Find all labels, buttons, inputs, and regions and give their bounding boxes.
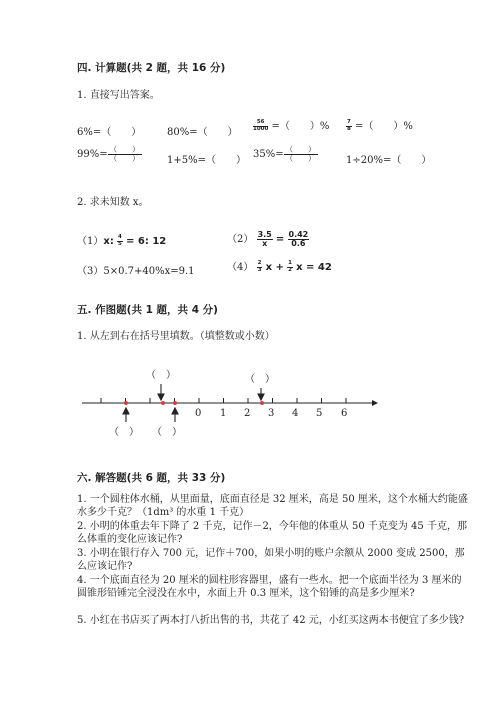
fraction-1-2: $\frac{1}{2}$ [288,260,292,273]
fraction-4-5: $\frac{4}{5}$ [118,234,122,247]
up-arrow-icon [172,408,178,422]
tick-label: 0 [195,408,202,419]
equation-4: （4） $\frac{2}{3}$ x + $\frac{1}{2}$ x = 42 [227,260,332,273]
marked-point [260,401,264,405]
problem-5: 5. 小红在书店买了两本打八折出售的书，共花了 42 元，小红买这两本书便宜了多少钱? [77,615,465,626]
tick-label: 3 [268,408,275,419]
calc-r2c3: 35%= $\frac{( )}{( )}$ [253,145,316,163]
question-4-2: 2. 求未知数 x。 [77,197,149,208]
calc-r1c1: 6%=（ ） [77,127,142,138]
tick-label: 2 [244,408,251,419]
fraction-3.5-x: $\frac{3.5}{x}$ [257,229,272,248]
answer-paren: （ ） [109,427,139,438]
calc-r1c3: $\frac{56}{1000}$ =（ ）% [253,119,330,132]
problem-4: 4. 一个底面直径为 20 厘米的圆柱形容器里，盛有一些水。把一个底面半径为 3 厘米的圆锥形铅锤完全浸没在水中，水面上升 0.3 厘米，这个铅锤的高是多少厘米? [77,575,462,599]
problem-3: 3. 小明在银行存入 700 元，记作＋700，如果小明的账户余额从 2000 变成 2500，那么应该记作? [77,548,465,572]
calc-r2c2: 1+5%=（ ） [167,155,246,166]
calc-r2c4: 1÷20%=（ ） [346,155,432,166]
up-arrow-icon [123,408,129,422]
calc-r1c2: 80%=（ ） [167,127,238,138]
calc-r2c1: 99%= $\frac{( )}{( )}$ [77,145,140,163]
answer-paren: （ ） [146,370,176,381]
problem-2: 2. 小明的体重去年下降了 2 千克，记作－2，今年他的体重从 50 千克变为 45 千克，那么体重的变化应该记作? [77,521,467,545]
answer-paren: （ ） [152,427,182,438]
problem-1: 1. 一个圆柱体水桶，从里面量，底面直径是 32 厘米，高是 50 厘米，这个水桶大约能盛水多少千克？（1dm³ 的水重 1 千克） [77,494,468,518]
section5-title: 五. 作图题(共 1 题，共 4 分) [77,304,218,316]
blank-fraction: $\frac{( )}{( )}$ [109,145,140,163]
equation-3: （3）5×0.7+40%x=9.1 [77,266,195,277]
question-5-1: 1. 从左到右在括号里填数。（填整数或小数） [77,331,275,342]
calc-r1c4: $\frac{7}{8}$ =（ ）% [347,119,413,132]
tick-label: 5 [316,408,323,419]
tick-label: 1 [220,408,227,419]
section6-title: 六. 解答题(共 6 题，共 33 分) [77,472,226,484]
fraction-0.42-0.6: $\frac{0.42}{0.6}$ [288,229,309,248]
axis-arrow-icon [372,400,378,406]
marked-point [124,401,128,405]
blank-fraction: $\frac{( )}{( )}$ [285,145,316,163]
answer-paren: （ ） [245,374,275,385]
equation-1: （1）x: $\frac{4}{5}$ = 6: 12 [77,234,167,247]
equation-2: （2） $\frac{3.5}{x}$ = $\frac{0.42}{0.6}$ [227,229,309,248]
marked-point [161,401,165,405]
down-arrow-icon [258,388,264,400]
marked-point [173,401,177,405]
section4-title: 四. 计算题(共 2 题，共 16 分) [77,62,226,74]
fraction-7-8: $\frac{7}{8}$ [347,119,351,132]
number-line-figure [0,360,500,450]
down-arrow-icon [158,384,164,400]
question-4-1: 1. 直接写出答案。 [77,90,160,101]
tick-label: 4 [292,408,299,419]
tick-label: 6 [341,408,348,419]
fraction-2-3: $\frac{2}{3}$ [257,260,262,273]
fraction-56-1000: $\frac{56}{1000}$ [253,119,269,132]
